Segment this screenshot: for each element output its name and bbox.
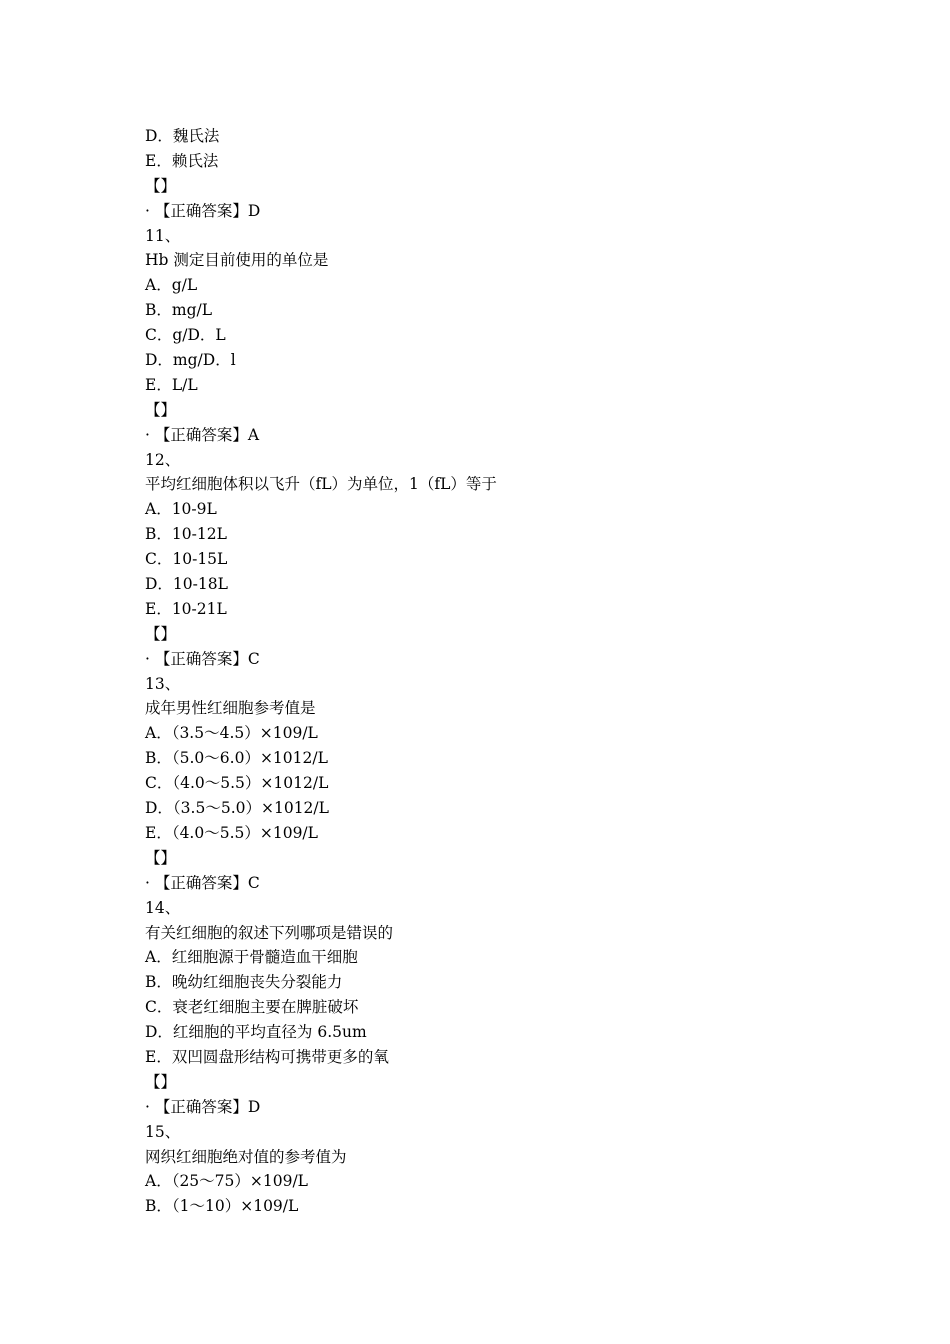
question-text: Hb 测定目前使用的单位是 [145, 251, 329, 270]
question-number: 11、 [145, 226, 181, 245]
option-line: E．10-21L [145, 599, 227, 618]
option-line: B．（5.0～6.0）×1012/L [145, 749, 328, 768]
option-line: B．mg/L [145, 301, 213, 320]
correct-answer: · 【正确答案】A [145, 425, 260, 444]
question-text: 有关红细胞的叙述下列哪项是错误的 [145, 923, 394, 942]
correct-answer: · 【正确答案】C [145, 873, 260, 892]
option-line: D．mg/D．l [145, 351, 236, 370]
document-page [145, 124, 845, 1219]
option-line: A．（25～75）×109/L [145, 1172, 308, 1191]
option-line: B．晚幼红细胞丧失分裂能力 [145, 973, 343, 992]
option-line: C．衰老红细胞主要在脾脏破坏 [145, 998, 359, 1017]
option-line: C．g/D．L [145, 326, 226, 345]
answer-bracket: 【】 [145, 848, 177, 867]
option-line: D．10-18L [145, 575, 228, 594]
option-line: A．g/L [145, 276, 198, 295]
option-line: A．红细胞源于骨髓造血干细胞 [145, 948, 358, 967]
answer-bracket: 【】 [145, 624, 177, 643]
option-line: E．赖氏法 [145, 151, 219, 170]
option-line: E．L/L [145, 375, 198, 394]
answer-bracket: 【】 [145, 400, 177, 419]
question-text: 网织红细胞绝对值的参考值为 [145, 1147, 347, 1166]
option-line: D．魏氏法 [145, 127, 220, 145]
question-text: 成年男性红细胞参考值是 [145, 699, 316, 718]
option-line: D．（3.5～5.0）×1012/L [145, 799, 329, 818]
option-line: A．10-9L [145, 500, 217, 519]
option-line: C．10-15L [145, 550, 228, 569]
question-number: 14、 [145, 898, 181, 917]
correct-answer: · 【正确答案】D [145, 201, 261, 220]
option-line: A．（3.5～4.5）×109/L [145, 724, 318, 743]
correct-answer: · 【正确答案】D [145, 1097, 261, 1116]
question-number: 15、 [145, 1122, 181, 1141]
question-text: 平均红细胞体积以飞升（fL）为单位，1（fL）等于 [145, 475, 497, 494]
question-number: 13、 [145, 674, 181, 693]
option-line: B．10-12L [145, 525, 227, 544]
option-line: E．双凹圆盘形结构可携带更多的氧 [145, 1047, 389, 1066]
answer-bracket: 【】 [145, 1072, 177, 1091]
answer-bracket: 【】 [145, 176, 177, 195]
option-line: E．（4.0～5.5）×109/L [145, 823, 318, 842]
question-number: 12、 [145, 450, 181, 469]
correct-answer: · 【正确答案】C [145, 649, 260, 668]
option-line: D．红细胞的平均直径为 6.5um [145, 1023, 367, 1042]
option-line: C．（4.0～5.5）×1012/L [145, 774, 329, 793]
option-line: B．（1～10）×109/L [145, 1197, 299, 1216]
